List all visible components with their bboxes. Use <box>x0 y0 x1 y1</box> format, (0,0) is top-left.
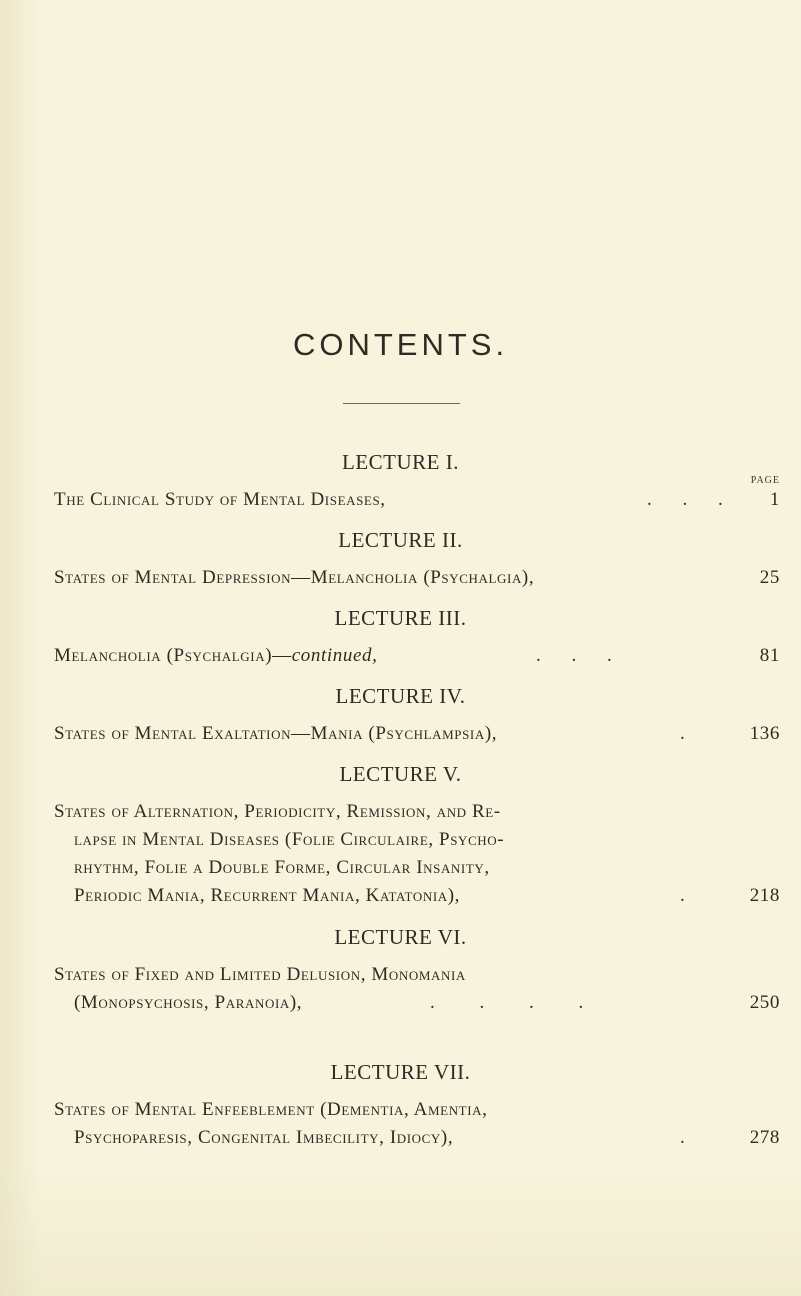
lecture-7-title-line-2: Psychoparesis, Congenital Imbecility, Idiocy), <box>74 1127 454 1148</box>
lecture-5-title-line-1: States of Alternation, Periodicity, Remission, and Re- <box>54 801 501 822</box>
page-title: CONTENTS. <box>292 327 509 362</box>
lecture-6-heading: LECTURE VI. <box>334 925 467 949</box>
lecture-7-page-number: 278 <box>749 1127 780 1148</box>
lecture-6-leader-dots: . . . . <box>430 992 584 1013</box>
lecture-6-title-line-1: States of Fixed and Limited Delusion, Monomania <box>54 964 466 985</box>
lecture-6-title-line-2: (Monopsychosis, Paranoia), <box>74 992 303 1013</box>
lecture-1-title: The Clinical Study of Mental Diseases, <box>54 489 386 510</box>
lecture-1-leader-dots: . . . <box>647 489 723 510</box>
page-column-label: PAGE <box>750 475 780 486</box>
lecture-1-page-number: 1 <box>769 489 780 510</box>
lecture-6-page-number: 250 <box>749 992 780 1013</box>
lecture-5-title-line-4: Periodic Mania, Recurrent Mania, Katatonia), <box>74 885 461 906</box>
lecture-7-title-line-1: States of Mental Enfeeblement (Dementia, Amentia, <box>54 1099 488 1120</box>
lecture-5-leader-dots: . <box>680 885 685 906</box>
lecture-3-leader-dots: . . . <box>536 645 612 666</box>
lecture-5-title-line-2: lapse in Mental Diseases (Folie Circulaire, Psycho- <box>74 829 505 850</box>
lecture-3-page-number: 81 <box>759 645 780 666</box>
lecture-2-heading: LECTURE II. <box>338 528 463 552</box>
lecture-2-page-number: 25 <box>759 567 780 588</box>
lecture-4-page-number: 136 <box>749 723 780 744</box>
lecture-7-heading: LECTURE VII. <box>330 1060 471 1084</box>
title-divider <box>343 403 460 404</box>
lecture-3-title: Melancholia (Psychalgia)— <box>54 645 292 666</box>
lecture-2-title: States of Mental Depression—Melancholia (Psychalgia), <box>54 567 535 588</box>
lecture-4-title: States of Mental Exaltation—Mania (Psychlampsia), <box>54 723 498 744</box>
lecture-5-heading: LECTURE V. <box>339 762 462 786</box>
lecture-4-leader-dots: . <box>680 723 685 744</box>
lecture-3-continued-note: continued, <box>291 645 378 666</box>
lecture-5-page-number: 218 <box>749 885 780 906</box>
lecture-3-heading: LECTURE III. <box>334 606 467 630</box>
lecture-1-heading: LECTURE I. <box>342 450 459 474</box>
lecture-4-heading: LECTURE IV. <box>335 684 466 708</box>
lecture-7-leader-dots: . <box>680 1127 685 1148</box>
lecture-5-title-line-3: rhythm, Folie a Double Forme, Circular Insanity, <box>74 857 490 878</box>
